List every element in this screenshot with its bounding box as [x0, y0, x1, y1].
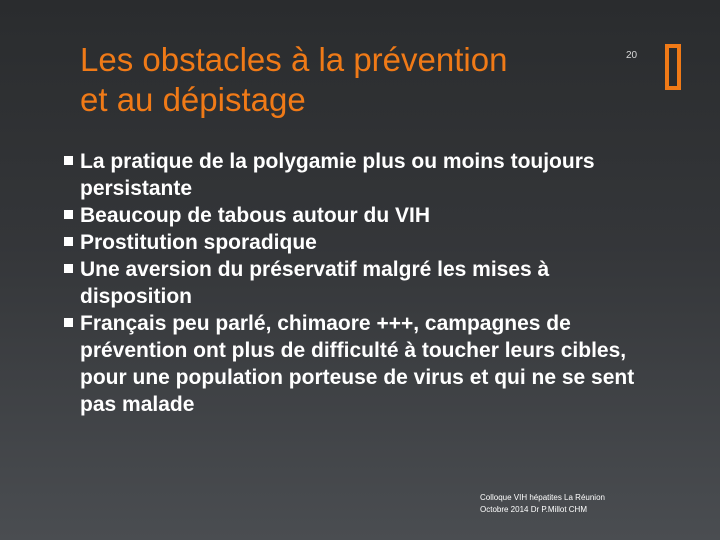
- square-bullet-icon: [64, 318, 73, 327]
- slide-number: 20: [626, 50, 638, 61]
- slide-title-line-2: et au dépistage: [80, 81, 306, 118]
- footer-line-2: Octobre 2014 Dr P.Millot CHM: [480, 505, 587, 514]
- bullet-text: La pratique de la polygamie plus ou moins toujours persistante: [80, 150, 595, 200]
- bullet-item: [64, 256, 664, 310]
- bullet-item: [64, 148, 664, 202]
- footer: [480, 492, 605, 516]
- square-bullet-icon: [64, 237, 73, 246]
- bullet-item: [64, 310, 664, 418]
- bullet-text: Français peu parlé, chimaore +++, campagnes de prévention ont plus de difficulté à toucher leurs cibles, pour une population porteuse de virus et qui ne se sent pas malade: [80, 312, 635, 416]
- bullet-item: [64, 202, 664, 229]
- square-bullet-icon: [64, 264, 73, 273]
- bullet-item: [64, 229, 664, 256]
- square-bullet-icon: [64, 156, 73, 165]
- accent-bar: [665, 44, 681, 90]
- bullet-text: Beaucoup de tabous autour du VIH: [80, 204, 431, 227]
- bullet-list: [64, 148, 664, 418]
- slide-title-line-1: Les obstacles à la prévention: [80, 41, 508, 78]
- slide-title: [80, 40, 600, 120]
- square-bullet-icon: [64, 210, 73, 219]
- bullet-text: Prostitution sporadique: [80, 231, 317, 254]
- footer-line-1: Colloque VIH hépatites La Réunion: [480, 493, 605, 502]
- bullet-text: Une aversion du préservatif malgré les mises à disposition: [80, 258, 550, 308]
